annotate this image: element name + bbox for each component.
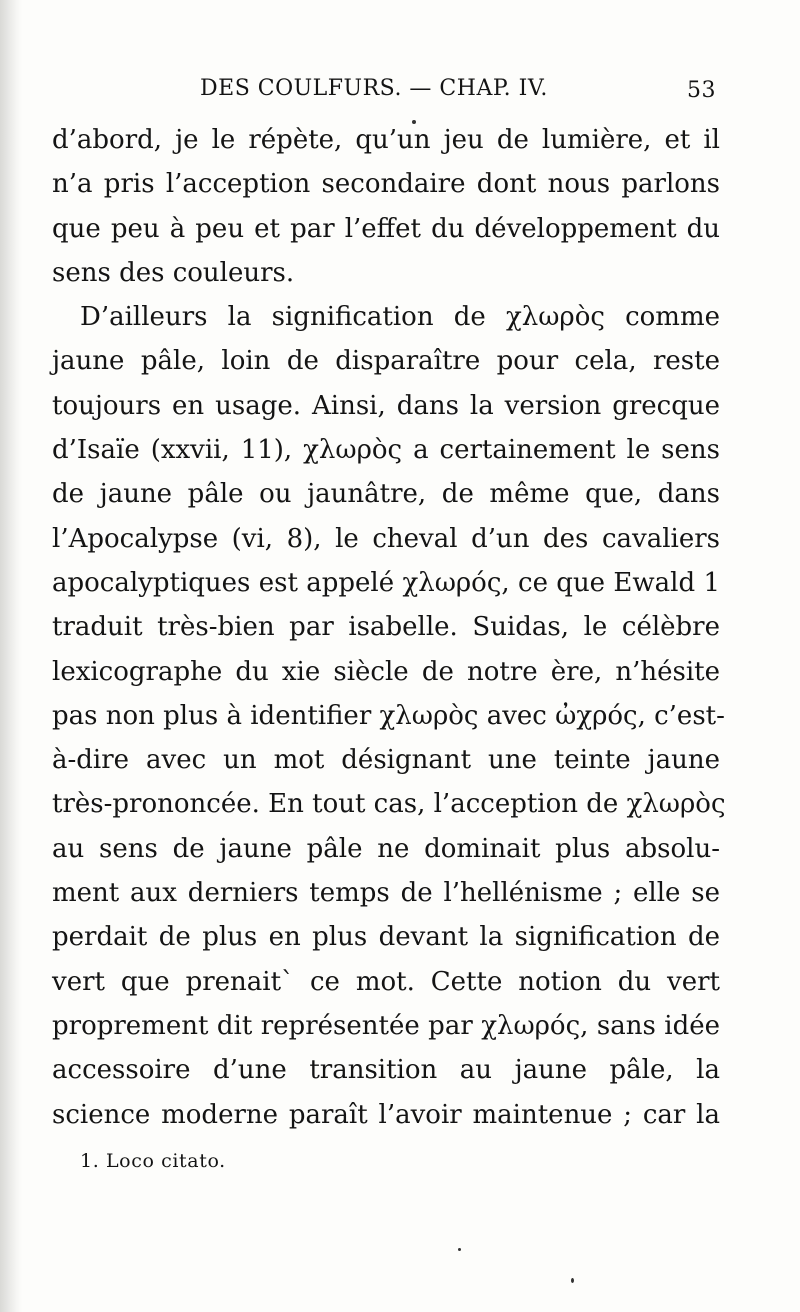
- text-line: à-dire avec un mot désignant une teinte jaune: [52, 745, 720, 776]
- body-text: [52, 118, 726, 1137]
- text-line: toujours en usage. Ainsi, dans la version grecque: [52, 390, 720, 421]
- ink-speck: [571, 1278, 574, 1283]
- text-line: ment aux derniers temps de l’hellénisme ; elle se: [52, 878, 720, 909]
- text-line: que peu à peu et par l’effet du développement du: [52, 213, 720, 244]
- text-line: l’Apocalypse (vi, 8), le cheval d’un des cavaliers: [52, 523, 720, 554]
- text-line: au sens de jaune pâle ne dominait plus absolu-: [52, 833, 720, 864]
- text-line: pas non plus à identifier χλωρὸς avec ὠχρός, c’est-: [52, 700, 725, 731]
- text-line: très-prononcée. En tout cas, l’acception de χλωρὸς: [52, 789, 726, 820]
- text-line: vert que prenait` ce mot. Cette notion du vert: [52, 966, 720, 997]
- text-line: traduit très-bien par isabelle. Suidas, le célèbre: [52, 612, 720, 643]
- text-line: apocalyptiques est appelé χλωρός, ce que Ewald 1: [52, 567, 720, 598]
- ink-speck: [412, 120, 416, 124]
- paragraph-2: [52, 295, 726, 1137]
- text-line: lexicographe du xie siècle de notre ère, n’hésite: [52, 656, 720, 687]
- text-line: d’abord, je le répète, qu’un jeu de lumière, et il: [52, 125, 720, 155]
- paragraph-1: [52, 118, 720, 295]
- text-line: accessoire d’une transition au jaune pâle, la: [52, 1055, 720, 1086]
- ink-speck: [458, 1248, 461, 1251]
- text-line: de jaune pâle ou jaunâtre, de même que, dans: [52, 479, 720, 510]
- text-line: jaune pâle, loin de disparaître pour cela, reste: [52, 346, 720, 377]
- text-line: d’Isaïe (xxvii, 11), χλωρὸς a certainement le sens: [52, 435, 720, 466]
- text-line: n’a pris l’acception secondaire dont nous parlons: [52, 169, 720, 200]
- text-line: science moderne paraît l’avoir maintenue ; car la: [52, 1099, 720, 1130]
- text-line: perdait de plus en plus devant la signification de: [52, 922, 720, 953]
- footnote: 1. Loco citato.: [80, 1150, 226, 1172]
- text-line: sens des couleurs.: [52, 257, 295, 288]
- page-number: 53: [687, 78, 716, 103]
- text-line: proprement dit représentée par χλωρός, sans idée: [52, 1010, 720, 1041]
- text-line: D’ailleurs la signification de χλωρὸς comme: [80, 302, 720, 333]
- page-header: [180, 72, 720, 108]
- running-head: DES COULFURS. — CHAP. IV.: [200, 76, 548, 101]
